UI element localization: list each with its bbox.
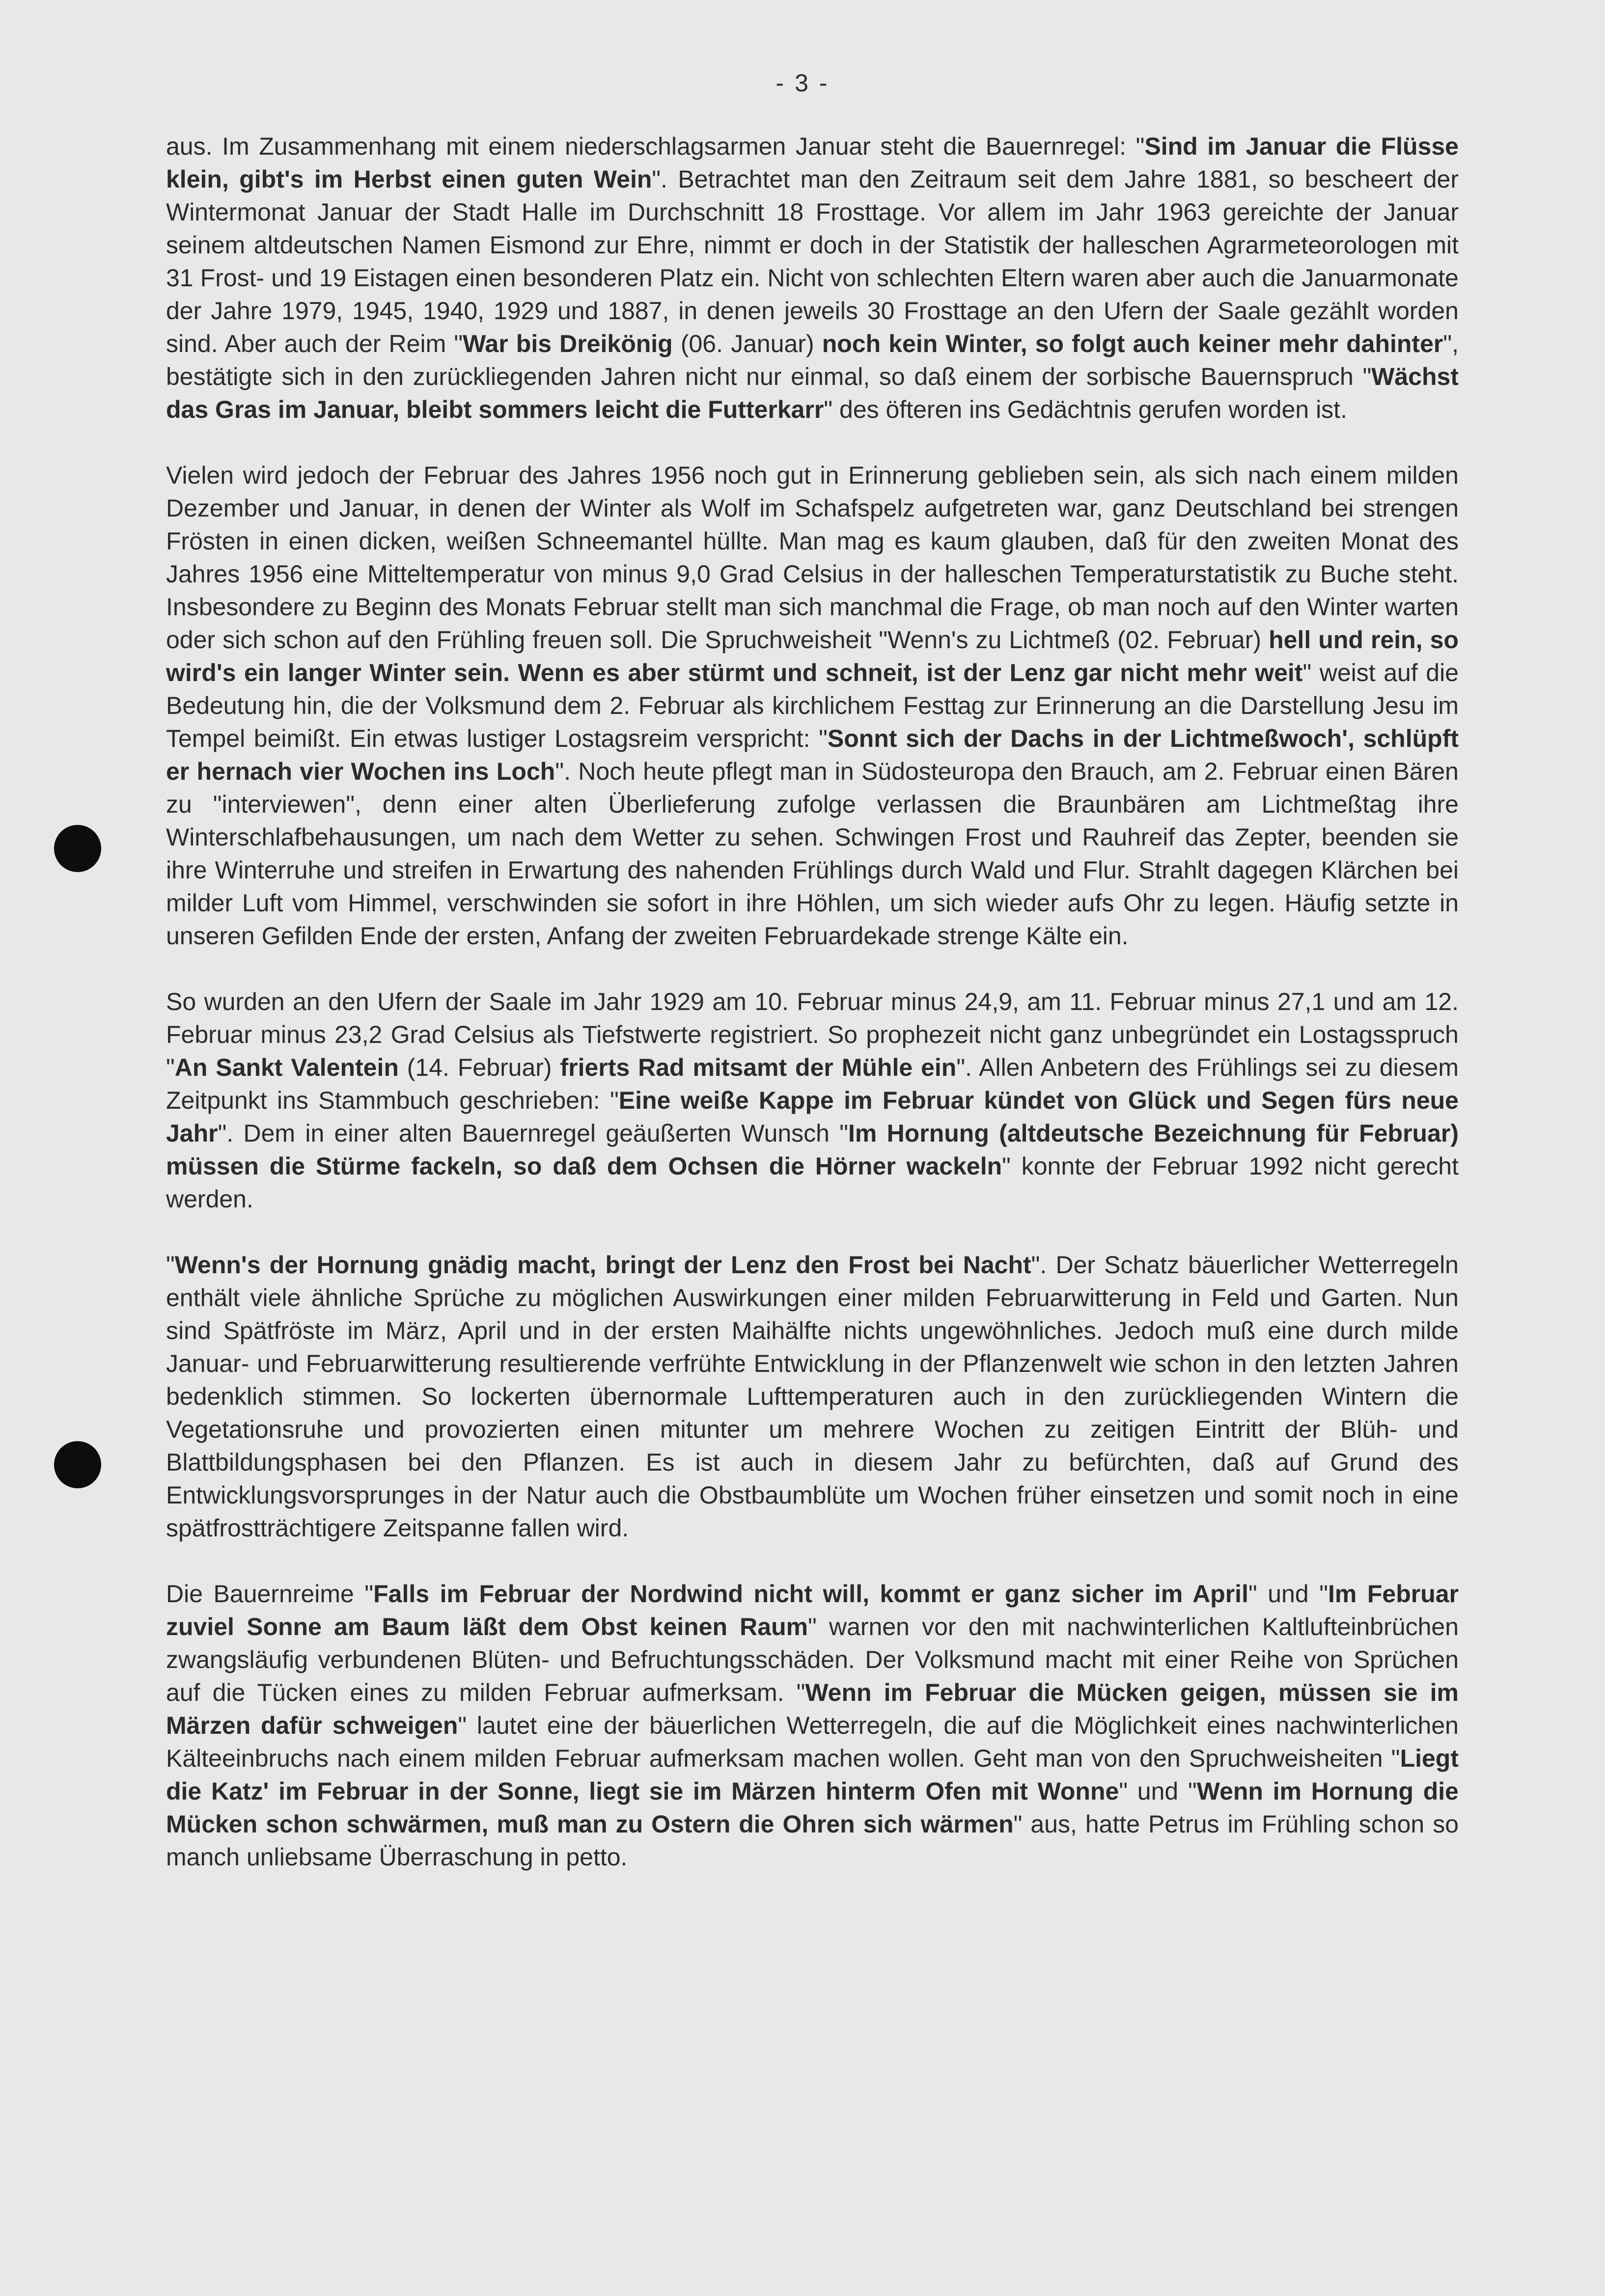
text-run: " konnte der Februar 1992 nicht gerecht werden. — [166, 1152, 1459, 1213]
emphasized-quote: Wenn im Hornung die Mücken schon schwärmen, muß man zu Ostern die Ohren sich wärmen — [166, 1777, 1459, 1838]
paragraph-2 — [166, 459, 1459, 953]
text-run: " lautet eine der bäuerlichen Wetterregeln, die auf die Möglichkeit eines nachwinterlichen Kälteeinbruchs nach einem milden Februar aufmerksam machen wollen. Geht man von den Spruchweisheiten " — [166, 1712, 1459, 1772]
text-run: ". Betrachtet man den Zeitraum seit dem Jahre 1881, so bescheert der Wintermonat Januar der Stadt Halle im Durchschnitt 18 Frosttage. Vor allem im Jahr 1963 gereichte der Januar seinem altdeutschen Namen Eismond zur Ehre, nimmt er doch in der Statistik der halleschen Agrarmeteorologen mit 31 Frost- und 19 Eistagen einen besonderen Platz ein. Nicht von schlechten Eltern waren aber auch die Januarmonate der Jahre 1979, 1945, 1940, 1929 und 1887, in denen jeweils 30 Frosttage an den Ufern der Saale gezählt worden sind. Aber auch der Reim " — [166, 165, 1459, 357]
text-run: Die Bauernreime " — [166, 1580, 374, 1608]
text-run: ", bestätigte sich in den zurückliegenden Jahren nicht nur einmal, so daß einem der sorbische Bauernspruch " — [166, 330, 1459, 390]
paragraph-3 — [166, 985, 1459, 1216]
emphasized-quote: Wenn's der Hornung gnädig macht, bringt der Lenz den Frost bei Nacht — [174, 1251, 1031, 1279]
punch-hole-bottom — [54, 1441, 101, 1488]
text-run: " warnen vor den mit nachwinterlichen Kaltlufteinbrüchen zwangsläufig verbundenen Blüten- und Befruchtungsschäden. Der Volksmund macht mit einer Reihe von Sprüchen auf die Tücken eines zu milden Februar aufmerksam. " — [166, 1613, 1459, 1706]
body-text — [166, 130, 1459, 1874]
text-run: aus. Im Zusammenhang mit einem niederschlagsarmen Januar steht die Bauernregel: " — [166, 133, 1145, 160]
text-run: " weist auf die Bedeutung hin, die der Volksmund dem 2. Februar als kirchlichem Festtag zur Erinnerung an die Darstellung Jesu im Tempel beimißt. Ein etwas lustiger Lostagsreim verspricht: " — [166, 659, 1459, 752]
text-run: " — [166, 1251, 175, 1279]
emphasized-quote: War bis Dreikönig — [463, 330, 673, 357]
emphasized-quote: An Sankt Valentein — [174, 1054, 399, 1081]
text-run: " und " — [1119, 1777, 1197, 1805]
text-run: " des öfteren ins Gedächtnis gerufen worden ist. — [824, 396, 1347, 423]
emphasized-quote: Sonnt sich der Dachs in der Lichtmeßwoch', schlüpft er hernach vier Wochen ins Loch — [166, 725, 1459, 785]
text-run: " und " — [1248, 1580, 1328, 1608]
text-run: " aus, hatte Petrus im Frühling schon so manch unliebsame Überraschung in petto. — [166, 1810, 1459, 1871]
paragraph-5 — [166, 1578, 1459, 1874]
emphasized-quote: Wenn im Februar die Mücken geigen, müssen sie im Märzen dafür schweigen — [166, 1679, 1459, 1739]
emphasized-quote: hell und rein, so wird's ein langer Winter sein. Wenn es aber stürmt und schneit, ist der Lenz gar nicht mehr weit — [166, 626, 1459, 686]
text-run: ". Der Schatz bäuerlicher Wetterregeln enthält viele ähnliche Sprüche zu möglichen Auswirkungen einer milden Februarwitterung in Feld und Garten. Nun sind Spätfröste im März, April und in der ersten Maihälfte nichts ungewöhnliches. Jedoch muß eine durch milde Januar- und Februarwitterung resultierende verfrühte Entwicklung in der Pflanzenwelt wie schon in den letzten Jahren bedenklich stimmen. So lockerten übernormale Lufttemperaturen auch in den zurückliegenden Wintern die Vegetationsruhe und provozierten einen mitunter um mehrere Wochen zu zeitigen Eintritt der Blüh- und Blattbildungsphasen bei den Pflanzen. Es ist auch in diesem Jahr zu befürchten, daß auf Grund des Entwicklungsvorsprunges in der Natur auch die Obstbaumblüte um Wochen früher einsetzen und somit noch in eine spätfrostträchtigere Zeitspanne fallen wird. — [166, 1251, 1459, 1542]
paragraph-1 — [166, 130, 1459, 426]
text-run: Vielen wird jedoch der Februar des Jahres 1956 noch gut in Erinnerung geblieben sein, als sich nach einem milden Dezember und Januar, in denen der Winter als Wolf im Schafspelz aufgetreten war, ganz Deutschland bei strengen Frösten in einen dicken, weißen Schneemantel hüllte. Man mag es kaum glauben, daß für den zweiten Monat des Jahres 1956 eine Mitteltemperatur von minus 9,0 Grad Celsius in der halleschen Temperaturstatistik zu Buche steht. Insbesondere zu Beginn des Monats Februar stellt man sich manchmal die Frage, ob man noch auf den Winter warten oder sich schon auf den Frühling freuen soll. Die Spruchweisheit "Wenn's zu Lichtmeß (02. Februar) — [166, 462, 1459, 654]
emphasized-quote: Im Februar zuviel Sonne am Baum läßt dem Obst keinen Raum — [166, 1580, 1459, 1640]
emphasized-quote: Wächst das Gras im Januar, bleibt sommers leicht die Futterkarr — [166, 363, 1459, 423]
emphasized-quote: frierts Rad mitsamt der Mühle ein — [560, 1054, 957, 1081]
text-run: (06. Januar) — [672, 330, 822, 357]
page-number: - 3 - — [775, 69, 830, 97]
text-run: So wurden an den Ufern der Saale im Jahr 1929 am 10. Februar minus 24,9, am 11. Februar minus 27,1 und am 12. Februar minus 23,2 Grad Celsius als Tiefstwerte registriert. So prophezeit nicht ganz unbegründet ein Lostagsspruch " — [166, 988, 1459, 1081]
emphasized-quote: Eine weiße Kappe im Februar kündet von Glück und Segen fürs neue Jahr — [166, 1087, 1459, 1147]
emphasized-quote: noch kein Winter, so folgt auch keiner mehr dahinter — [822, 330, 1443, 357]
punch-hole-top — [54, 825, 101, 872]
text-run: ". Dem in einer alten Bauernregel geäußerten Wunsch " — [218, 1120, 848, 1147]
paragraph-4 — [166, 1249, 1459, 1545]
emphasized-quote: Liegt die Katz' im Februar in der Sonne, liegt sie im Märzen hinterm Ofen mit Wonne — [166, 1745, 1459, 1805]
emphasized-quote: Sind im Januar die Flüsse klein, gibt's im Herbst einen guten Wein — [166, 133, 1459, 193]
emphasized-quote: Im Hornung (altdeutsche Bezeichnung für Februar) müssen die Stürme fackeln, so daß dem Ochsen die Hörner wackeln — [166, 1120, 1459, 1180]
text-run: (14. Februar) — [398, 1054, 560, 1081]
text-run: ". Noch heute pflegt man in Südosteuropa den Brauch, am 2. Februar einen Bären zu "interviewen", denn einer alten Überlieferung zufolge verlassen die Braunbären am Lichtmeßtag ihre Winterschlafbehausungen, um nach dem Wetter zu sehen. Schwingen Frost und Rauhreif das Zepter, beenden sie ihre Winterruhe und streifen in Erwartung des nahenden Frühlings durch Wald und Flur. Strahlt dagegen Klärchen bei milder Luft vom Himmel, verschwinden sie sofort in ihre Höhlen, um sich wieder aufs Ohr zu legen. Häufig setzte in unseren Gefilden Ende der ersten, Anfang der zweiten Februardekade strenge Kälte ein. — [166, 758, 1459, 950]
text-run: ". Allen Anbetern des Frühlings sei zu diesem Zeitpunkt ins Stammbuch geschrieben: " — [166, 1054, 1459, 1114]
emphasized-quote: Falls im Februar der Nordwind nicht will, kommt er ganz sicher im April — [373, 1580, 1248, 1608]
